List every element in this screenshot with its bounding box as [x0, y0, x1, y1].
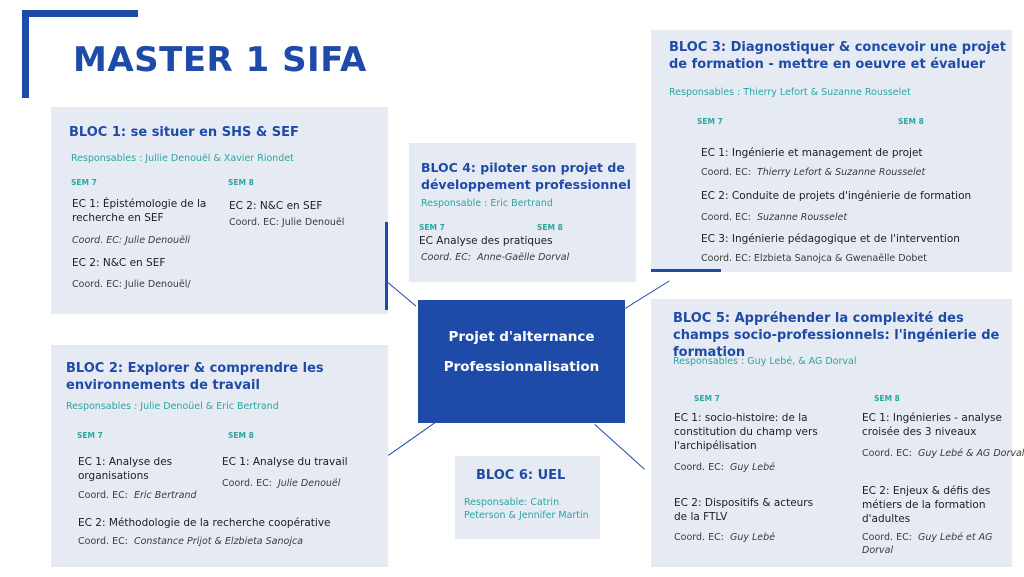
bloc3-ec2-coord: Coord. EC: Suzanne Rousselet	[701, 212, 848, 223]
bloc2-sem8: SEM 8	[228, 431, 254, 440]
bloc3-ec2: EC 2: Conduite de projets d'ingénierie de formation	[701, 190, 972, 202]
bloc4-sem7: SEM 7	[419, 223, 445, 232]
bloc2-title: BLOC 2: Explorer & comprendre les environnements de travail	[66, 361, 324, 393]
bloc3-responsables: Responsables : Thierry Lefort & Suzanne Rousselet	[669, 87, 911, 98]
bloc1-ec2a: EC 2: N&C en SEF	[72, 257, 166, 269]
bloc1-title: BLOC 1: se situer en SHS & SEF	[69, 125, 299, 140]
bloc4-responsable: Responsable : Eric Bertrand	[421, 198, 553, 209]
bloc5-ec1b-coord: Coord. EC: Guy Lebé & AG Dorval	[862, 448, 1024, 459]
bloc1-ec1-coord: Coord. EC: Julie Denouëli	[72, 235, 191, 246]
bloc5-responsables: Responsables : Guy Lebé, & AG Dorval	[673, 356, 857, 367]
bloc2-ec1: EC 1: Analyse des organisations	[78, 456, 173, 482]
bloc5-ec2b: EC 2: Enjeux & défis des métiers de la formation d'adultes	[862, 485, 991, 525]
connector-bloc5	[594, 424, 644, 470]
bloc1-accent-bar	[385, 222, 388, 310]
bloc5-sem8: SEM 8	[874, 394, 900, 403]
bloc5-ec1: EC 1: socio-histoire: de la constitution du champ vers l'archipélisation	[674, 412, 818, 452]
bloc3-sem7: SEM 7	[697, 117, 723, 126]
corner-bracket-left	[22, 10, 29, 98]
bloc1-responsables: Responsables : Jullie Denouël & Xavier Riondet	[71, 153, 294, 164]
bloc5-ec1b: EC 1: Ingénieries - analyse croisée des 3 niveaux	[862, 412, 1002, 438]
bloc5-ec2-coord: Coord. EC: Guy Lebé	[674, 532, 775, 543]
bloc2-ec1b: EC 1: Analyse du travail	[222, 456, 348, 468]
bloc2-responsables: Responsables : Julie Denoüel & Eric Bertrand	[66, 401, 279, 412]
bloc4-title: BLOC 4: piloter son projet de développement professionnel	[421, 160, 631, 192]
bloc2-ec1-coord: Coord. EC: Eric Bertrand	[78, 490, 197, 501]
bloc2-ec2-coord: Coord. EC: Constance Prijot & Elzbieta Sanojca	[78, 536, 304, 547]
bloc5-title: BLOC 5: Appréhender la complexité des champs socio-professionnels: l'ingénierie de formation	[673, 311, 1000, 360]
bloc6-responsable: Responsable: Catrin Peterson & Jennifer Martin	[464, 497, 589, 521]
corner-bracket-top	[22, 10, 138, 17]
bloc3-ec1-coord: Coord. EC: Thierry Lefort & Suzanne Rousselet	[701, 167, 926, 178]
bloc3-title: BLOC 3: Diagnostiquer & concevoir une projet de formation - mettre en oeuvre et évaluer	[669, 40, 1006, 72]
bloc1-sem7: SEM 7	[71, 178, 97, 187]
bloc5-ec2: EC 2: Dispositifs & acteurs de la FTLV	[674, 497, 814, 523]
bloc6-title: BLOC 6: UEL	[476, 468, 566, 483]
bloc4-sem8: SEM 8	[537, 223, 563, 232]
bloc3-ec1: EC 1: Ingénierie et management de projet	[701, 147, 923, 159]
bloc5-sem7: SEM 7	[694, 394, 720, 403]
bloc5-ec2b-coord: Coord. EC: Guy Lebé et AG Dorval	[862, 532, 993, 556]
page-title: MASTER 1 SIFA	[73, 40, 367, 80]
connector-bloc2	[388, 422, 435, 456]
bloc3-sem8: SEM 8	[898, 117, 924, 126]
center-line2: Professionnalisation	[443, 359, 600, 375]
bloc1-ec2b-coord: Coord. EC: Julie Denouël	[229, 217, 345, 228]
bloc4-ec-coord: Coord. EC: Anne-Gaëlle Dorval	[421, 252, 570, 263]
bloc2-ec2: EC 2: Méthodologie de la recherche coopérative	[78, 517, 331, 529]
bloc5-ec1-coord: Coord. EC: Guy Lebé	[674, 462, 775, 473]
bloc1-ec1: EC 1: Épistémologie de la recherche en SEF	[72, 198, 207, 224]
bloc1-sem8: SEM 8	[228, 178, 254, 187]
center-line1: Projet d'alternance	[448, 329, 595, 345]
bloc1-ec2b: EC 2: N&C en SEF	[229, 200, 323, 212]
bloc1-ec2a-coord: Coord. EC: Julie Denouël/	[72, 279, 191, 290]
bloc2-sem7: SEM 7	[77, 431, 103, 440]
bloc2-ec1b-coord: Coord. EC: Julie Denouël	[222, 478, 341, 489]
center-node	[418, 300, 625, 423]
connector-bloc1	[387, 282, 416, 307]
bloc4-ec: EC Analyse des pratiques	[419, 235, 553, 247]
bloc3-ec3-coord: Coord. EC: Elzbieta Sanojca & Gwenaëlle Dobet	[701, 253, 927, 264]
bloc3-accent-bar	[651, 269, 721, 272]
bloc3-ec3: EC 3: Ingénierie pédagogique et de l'intervention	[701, 233, 960, 245]
